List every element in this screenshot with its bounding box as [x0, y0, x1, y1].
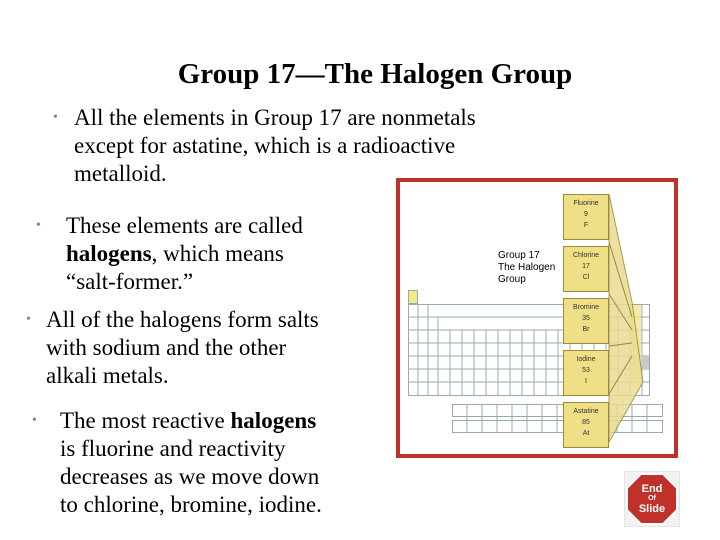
element-name: Chlorine — [572, 252, 600, 259]
group-17-label — [498, 250, 555, 286]
group-label-line-2: The Halogen — [498, 262, 556, 273]
group-connector — [400, 182, 678, 458]
element-iodine — [563, 350, 609, 396]
keyword-halogens-2: halogens — [230, 408, 317, 433]
bullet-2 — [36, 212, 303, 296]
bullet-4-line-2: is fluorine and reactivity — [60, 436, 286, 461]
element-symbol: At — [582, 430, 590, 437]
element-fluorine — [563, 194, 609, 240]
bullet-1-line-3: metalloid. — [74, 161, 167, 186]
group-label-line-3: Group — [498, 274, 526, 285]
bullet-4-line-4: to chlorine, bromine, iodine. — [60, 492, 322, 517]
element-name: Bromine — [572, 304, 600, 311]
element-number: 53 — [582, 367, 590, 374]
bullet-2-line-2 — [66, 240, 303, 268]
element-astatine — [563, 402, 609, 448]
keyword-halogens: halogens — [66, 241, 152, 266]
bullet-2-line-3: “salt-former.” — [66, 269, 194, 294]
slide-label: Slide — [638, 503, 666, 515]
bullet-1-line-2: except for astatine, which is a radioactive — [74, 133, 456, 158]
element-chlorine — [563, 246, 609, 292]
end-of-slide-button[interactable] — [624, 471, 680, 527]
bullet-3-line-2: with sodium and the other — [46, 335, 287, 360]
bullet-4-line-3: decreases as we move down — [60, 464, 320, 489]
bullet-1-glyph: • — [53, 110, 58, 125]
element-name: Fluorine — [573, 200, 599, 207]
bullet-3-line-1: All of the halogens form salts — [46, 307, 319, 332]
bullet-1 — [53, 104, 476, 188]
group-label-line-1: Group 17 — [498, 250, 540, 261]
end-of-slide-label — [624, 471, 680, 527]
bullet-4-line-1-pre: The most reactive — [60, 408, 231, 433]
end-label: End — [641, 483, 663, 495]
bullet-3-line-3: alkali metals. — [46, 363, 169, 388]
slide-title: Group 17—The Halogen Group — [177, 58, 573, 90]
element-symbol: Br — [582, 326, 590, 333]
bullet-3-glyph: • — [26, 312, 31, 327]
element-name: Astatine — [573, 408, 599, 415]
bullet-2-glyph: • — [36, 218, 41, 233]
element-number: 85 — [582, 419, 590, 426]
bullet-3 — [26, 306, 319, 390]
bullet-1-line-1: All the elements in Group 17 are nonmetals — [74, 105, 476, 130]
element-number: 17 — [582, 263, 590, 270]
bullet-4-glyph: • — [32, 413, 37, 428]
bullet-2-line-1: These elements are called — [66, 213, 303, 238]
of-label: Of — [648, 495, 656, 502]
element-symbol: F — [583, 222, 589, 229]
bullet-4-line-1 — [60, 407, 322, 435]
element-symbol: I — [585, 378, 587, 385]
element-number: 9 — [584, 211, 588, 218]
element-bromine — [563, 298, 609, 344]
element-number: 35 — [582, 315, 590, 322]
element-symbol: Cl — [582, 274, 590, 281]
element-name: Iodine — [576, 356, 596, 363]
halogen-group-figure — [396, 178, 678, 458]
bullet-2-line-2-rest: , which means — [151, 241, 284, 266]
bullet-4 — [32, 407, 322, 519]
